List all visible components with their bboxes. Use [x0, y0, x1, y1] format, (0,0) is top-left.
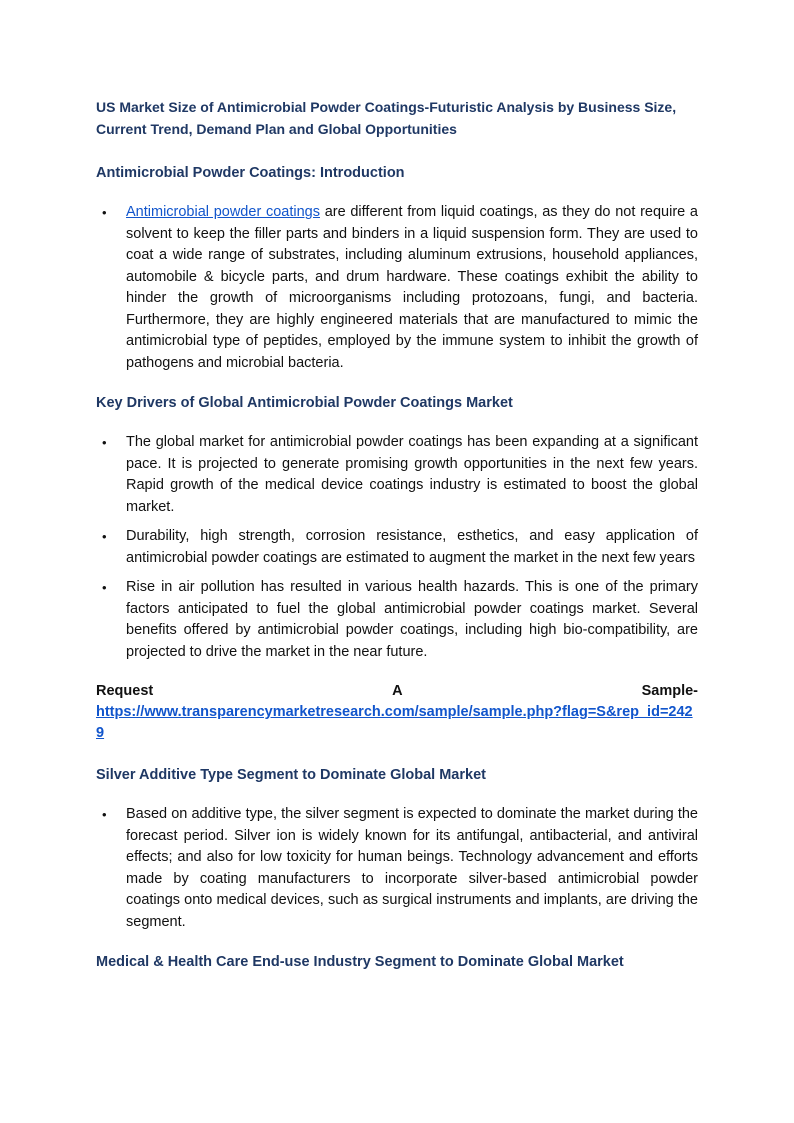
- list-item: [96, 804, 698, 933]
- a-word: A: [392, 683, 403, 699]
- request-sample-block: [96, 681, 698, 744]
- request-word: Request: [96, 683, 154, 699]
- section-heading-medical-health-care: Medical & Health Care End-use Industry Segment to Dominate Global Market: [96, 954, 624, 970]
- section-heading-silver-additive: Silver Additive Type Segment to Dominate Global Market: [96, 767, 486, 783]
- bullet-icon: •: [102, 580, 107, 595]
- list-item: [96, 432, 698, 518]
- key-drivers-list: [96, 432, 698, 663]
- list-item: [96, 526, 698, 569]
- list-item-text: Durability, high strength, corrosion resistance, esthetics, and easy application of antimicrobial powder coatings are estimated to augment the market in the next few years: [126, 528, 698, 566]
- bullet-icon: •: [102, 435, 107, 450]
- request-sample-link[interactable]: https://www.transparencymarketresearch.com/sample/sample.php?flag=S&rep_id=2429: [96, 704, 693, 741]
- list-item: [96, 202, 698, 374]
- silver-additive-list: [96, 804, 698, 933]
- antimicrobial-powder-coatings-link[interactable]: Antimicrobial powder coatings: [126, 204, 320, 220]
- request-sample-label: [96, 681, 698, 702]
- section-heading-introduction: Antimicrobial Powder Coatings: Introduction: [96, 165, 405, 181]
- list-item-text: The global market for antimicrobial powder coatings has been expanding at a significant pace. It is projected to generate promising growth opportunities in the next few years. Rapid growth of the medical device coatings industry is estimated to boost the global market.: [126, 434, 698, 515]
- document-page: [96, 96, 698, 991]
- section-heading-key-drivers: Key Drivers of Global Antimicrobial Powder Coatings Market: [96, 395, 513, 411]
- bullet-icon: •: [102, 807, 107, 822]
- document-title: US Market Size of Antimicrobial Powder Coatings-Futuristic Analysis by Business Size, Current Trend, Demand Plan and Global Opportunities: [96, 99, 677, 137]
- bullet-icon: •: [102, 529, 107, 544]
- introduction-list: [96, 202, 698, 374]
- sample-word: Sample-: [641, 683, 698, 699]
- list-item-text: Based on additive type, the silver segment is expected to dominate the market during the forecast period. Silver ion is widely known for its antifungal, antibacterial, and antiviral effects; and also for low toxicity for human beings. Technology advancement and efforts made by coating manufacturers to incorporate silver-based antimicrobial powder coatings onto medical devices, such as surgical instruments and implants, are driving the segment.: [126, 806, 698, 930]
- list-item-text: are different from liquid coatings, as they do not require a solvent to keep the filler parts and binders in a liquid suspension form. They are used to coat a wide range of substrates, including aluminum extrusions, household appliances, automobile & bicycle parts, and drum hardware. These coatings exhibit the ability to hinder the growth of microorganisms including protozoans, fungi, and bacteria. Furthermore, they are highly engineered materials that are manufactured to mimic the antimicrobial type of peptides, employed by the immune system to inhibit the growth of pathogens and microbial bacteria.: [126, 204, 698, 371]
- list-item: [96, 577, 698, 663]
- list-item-text: Rise in air pollution has resulted in various health hazards. This is one of the primary factors anticipated to fuel the global antimicrobial powder coatings market. Several benefits offered by antimicrobial powder coatings, including high bio-compatibility, are projected to drive the market in the near future.: [126, 579, 698, 660]
- bullet-icon: •: [102, 205, 107, 220]
